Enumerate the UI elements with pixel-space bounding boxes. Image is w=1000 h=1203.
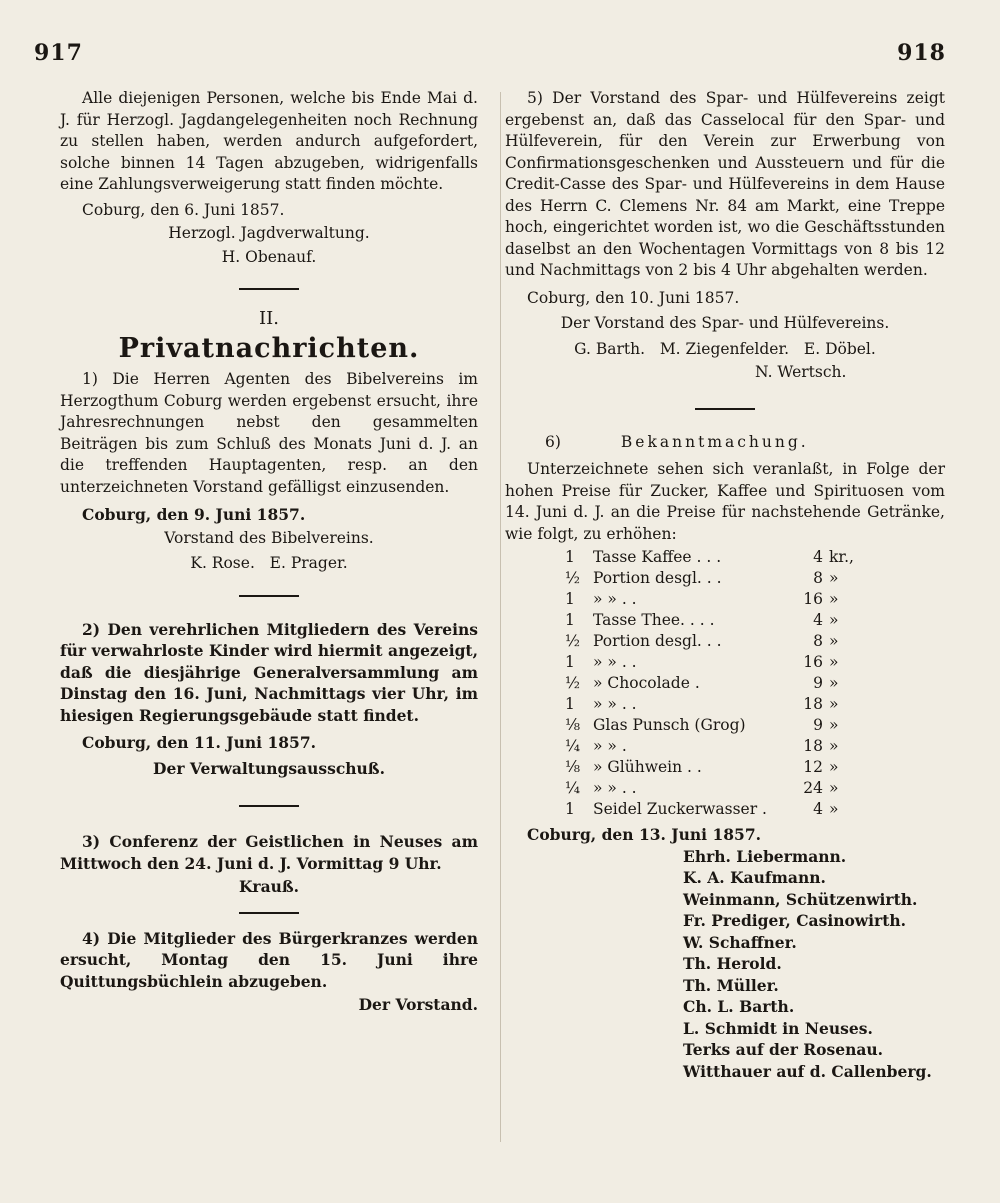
- signer-name: L. Schmidt in Neuses.: [683, 1018, 873, 1038]
- page-number-right: 918: [897, 40, 946, 66]
- jagd-authority: Herzogl. Jagdverwaltung.: [168, 224, 370, 242]
- bibel-signers: K. Rose. E. Prager.: [190, 554, 348, 572]
- signer-name: Weinmann, Schützenwirth.: [683, 889, 918, 909]
- price-unit: kr.,: [829, 548, 854, 566]
- verein-notice-text: 2) Den verehrlichen Mitgliedern des Vereins für verwahrloste Kinder wird hiermit angezeigt, daß die diesjährige Generalversammlung am Dinstag den 16. Juni, Nachmittags vier Uhr, im hiesigen Regierungsgebäude statt findet.: [60, 619, 478, 725]
- spar-signers-line2: N. Wertsch.: [755, 363, 847, 381]
- price-item: » » .: [593, 737, 627, 755]
- spar-authority: Der Vorstand des Spar- und Hülfevereins.: [560, 314, 890, 332]
- price-row: [565, 673, 855, 694]
- price-value: 4: [813, 548, 823, 566]
- price-row: [565, 694, 855, 715]
- bekannt-signers: [683, 846, 945, 1083]
- page-number-left: 917: [34, 40, 83, 66]
- price-qty: ½: [565, 632, 581, 650]
- price-qty: 1: [565, 800, 575, 818]
- bibel-place-date: Coburg, den 9. Juni 1857.: [82, 505, 306, 524]
- price-qty: ¼: [565, 737, 581, 755]
- signer-name: Fr. Prediger, Casinowirth.: [683, 911, 907, 930]
- signer-name: Ch. L. Barth.: [683, 997, 795, 1016]
- price-item: » Glühwein . .: [593, 758, 702, 776]
- left-column: [60, 88, 478, 1016]
- bibel-authority: Vorstand des Bibelvereins.: [164, 528, 374, 547]
- price-unit: »: [829, 632, 839, 650]
- price-item: Seidel Zuckerwasser .: [593, 800, 767, 818]
- price-row: [565, 610, 855, 631]
- price-value: 8: [813, 569, 823, 587]
- spar-place-date: Coburg, den 10. Juni 1857.: [527, 288, 740, 307]
- price-row: [565, 547, 855, 568]
- price-row: [565, 736, 855, 757]
- bibel-notice-text: 1) Die Herren Agenten des Bibelvereins im Herzogthum Coburg werden ergebenst ersucht, ihre Jahresrechnungen nebst den gesammelten Beiträgen bis zum Schluß des Monats Juni d. J. an die treffenden Hauptagenten, resp. an den unterzeichneten Vorstand gefälligst einzusenden.: [60, 370, 478, 496]
- signer-name: Witthauer auf d. Callenberg.: [683, 1061, 932, 1081]
- separator-dash: [239, 288, 299, 290]
- section-title: Privatnachrichten.: [118, 332, 420, 364]
- price-item: Portion desgl. . .: [593, 569, 722, 587]
- right-column: [505, 88, 945, 1082]
- jagd-notice-text: Alle diejenigen Personen, welche bis Ende Mai d. J. für Herzogl. Jagdangelegenheiten noch Rechnung zu stellen haben, werden andurch aufgefordert, solche binnen 14 Tagen abzugeben, widrigenfalls eine Zahlungsverweigerung statt finden möchte.: [60, 89, 478, 193]
- price-value: 18: [803, 737, 823, 755]
- price-item: » » . .: [593, 590, 637, 608]
- price-row: [565, 778, 855, 799]
- price-row: [565, 631, 855, 652]
- price-qty: 1: [565, 611, 575, 629]
- price-qty: ⅛: [565, 716, 581, 734]
- price-row: [565, 715, 855, 736]
- price-item: » » . .: [593, 653, 637, 671]
- price-value: 9: [813, 716, 823, 734]
- price-item: Portion desgl. . .: [593, 632, 722, 650]
- conferenz-notice-text: 3) Conferenz der Geistlichen in Neuses am Mittwoch den 24. Juni d. J. Vormittag 9 Uhr.: [60, 832, 478, 873]
- price-unit: »: [829, 716, 839, 734]
- price-unit: »: [829, 674, 839, 692]
- price-value: 4: [813, 611, 823, 629]
- price-list: [565, 547, 855, 820]
- price-item: » » . .: [593, 695, 637, 713]
- signer-name: Terks auf der Rosenau.: [683, 1040, 884, 1059]
- verein-place-date: Coburg, den 11. Juni 1857.: [82, 733, 316, 752]
- price-item: » » . .: [593, 779, 637, 797]
- price-unit: »: [829, 779, 839, 797]
- price-unit: »: [829, 758, 839, 776]
- price-qty: ½: [565, 674, 581, 692]
- column-divider: [500, 92, 501, 1142]
- price-value: 9: [813, 674, 823, 692]
- price-unit: »: [829, 653, 839, 671]
- price-unit: »: [829, 800, 839, 818]
- signer-name: W. Schaffner.: [683, 932, 797, 952]
- price-item: Tasse Kaffee . . .: [593, 548, 722, 566]
- price-unit: »: [829, 737, 839, 755]
- signer-name: Th. Herold.: [683, 954, 782, 973]
- price-value: 16: [803, 653, 823, 671]
- price-value: 24: [803, 779, 823, 797]
- bekannt-place-date: Coburg, den 13. Juni 1857.: [527, 825, 761, 844]
- price-value: 16: [803, 590, 823, 608]
- price-value: 12: [803, 758, 823, 776]
- price-value: 8: [813, 632, 823, 650]
- bekannt-heading: [505, 432, 945, 454]
- price-qty: 1: [565, 695, 575, 713]
- price-item: » Chocolade .: [593, 674, 700, 692]
- signer-name: Th. Müller.: [683, 975, 779, 995]
- spar-signers-line1: G. Barth. M. Ziegenfelder. E. Döbel.: [574, 339, 876, 358]
- price-unit: »: [829, 695, 839, 713]
- price-row: [565, 568, 855, 589]
- price-qty: ¼: [565, 779, 581, 797]
- price-qty: 1: [565, 548, 575, 566]
- conferenz-signer: Krauß.: [238, 877, 300, 896]
- price-value: 4: [813, 800, 823, 818]
- price-unit: »: [829, 569, 839, 587]
- jagd-signer: H. Obenauf.: [221, 247, 317, 266]
- price-unit: »: [829, 611, 839, 629]
- price-row: [565, 652, 855, 673]
- signer-name: K. A. Kaufmann.: [683, 868, 826, 887]
- signer-name: Ehrh. Liebermann.: [683, 846, 847, 866]
- price-row: [565, 589, 855, 610]
- price-item: Tasse Thee. . . .: [593, 611, 715, 629]
- price-item: Glas Punsch (Grog): [593, 716, 746, 734]
- spar-notice-text: 5) Der Vorstand des Spar- und Hülfevereins zeigt ergebenst an, daß das Casselocal für den Spar- und Hülfeverein, für den Verein zur Erwerbung von Confirmationsgeschenken und Aussteuern und für die Credit-Casse des Spar- und Hülfevereins in dem Hause des Herrn C. Clemens Nr. 84 am Markt, eine Treppe hoch, eingerichtet worden ist, wo die Geschäftsstunden daselbst an den Wochentagen Vormittags von 8 bis 12 und Nachmittags von 2 bis 4 Uhr abgehalten werden.: [505, 89, 945, 279]
- section-number: II.: [259, 308, 279, 329]
- price-qty: 1: [565, 590, 575, 608]
- buerger-signer: Der Vorstand.: [358, 995, 478, 1014]
- price-qty: ½: [565, 569, 581, 587]
- verein-authority: Der Verwaltungsausschuß.: [153, 758, 385, 778]
- price-qty: 1: [565, 653, 575, 671]
- price-row: [565, 757, 855, 778]
- bekannt-number: 6): [545, 432, 561, 451]
- price-row: [565, 799, 855, 820]
- bekannt-text: Unterzeichnete sehen sich veranlaßt, in Folge der hohen Preise für Zucker, Kaffee und Spirituosen vom 14. Juni d. J. an die Preise für nachstehende Getränke, wie folgt, zu erhöhen:: [505, 460, 945, 543]
- price-unit: »: [829, 590, 839, 608]
- bekannt-title: Bekanntmachung.: [620, 432, 809, 451]
- buerger-notice-text: 4) Die Mitglieder des Bürgerkranzes werden ersucht, Montag den 15. Juni ihre Quittungsbüchlein abzugeben.: [60, 928, 478, 991]
- price-value: 18: [803, 695, 823, 713]
- price-qty: ⅛: [565, 758, 581, 776]
- jagd-place-date: Coburg, den 6. Juni 1857.: [82, 200, 285, 219]
